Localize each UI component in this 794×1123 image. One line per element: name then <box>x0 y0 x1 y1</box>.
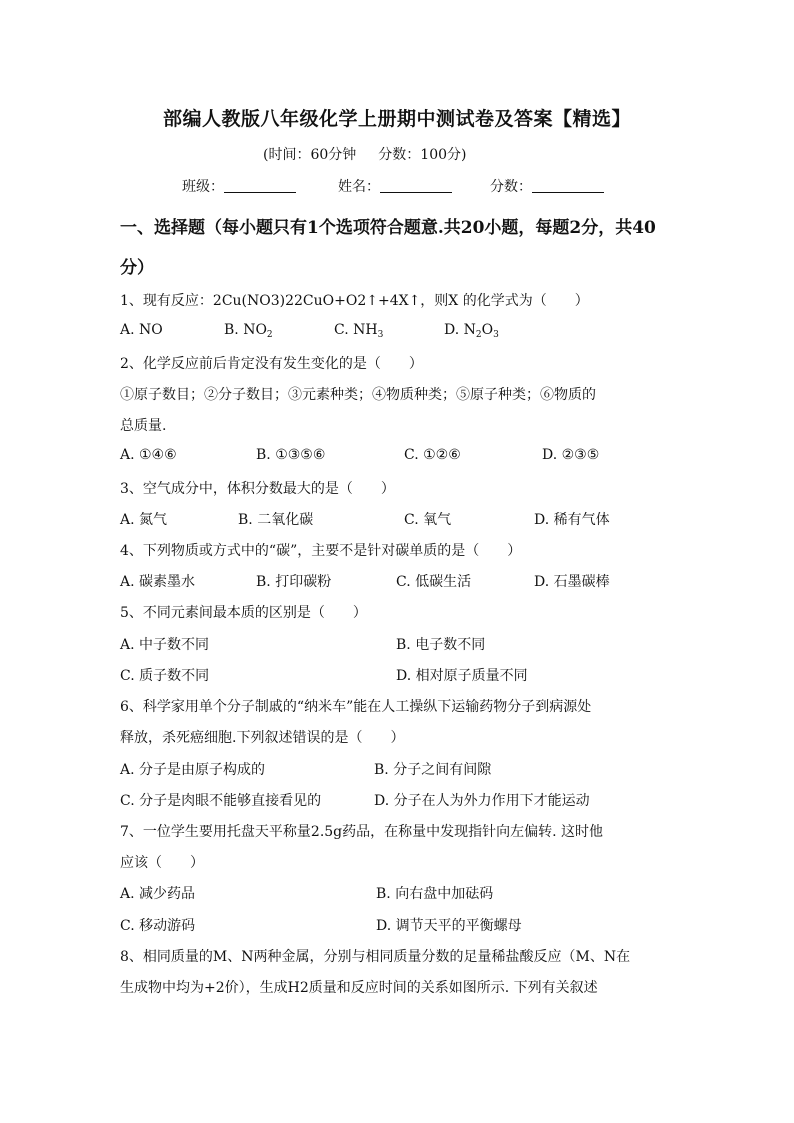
question-8-stem: 8、相同质量的M、N两种金属，分别与相同质量分数的足量稀盐酸反应（M、N在 <box>120 949 631 965</box>
class-field <box>182 176 296 196</box>
score-label: 分数： <box>490 179 532 195</box>
q1-option-a: A. NO <box>120 322 163 338</box>
class-label: 班级： <box>182 179 224 195</box>
question-5-stem: 5、不同元素间最本质的区别是（ ） <box>120 605 367 621</box>
q2-option-a: A. ①④⑥ <box>120 447 177 463</box>
q6-option-b: B. 分子之间有间隙 <box>374 762 492 778</box>
question-2-stem-line-2: ①原子数目；②分子数目；③元素种类；④物质种类；⑤原子种类；⑥物质的 <box>120 387 596 403</box>
exam-time-score <box>263 144 488 164</box>
q2-option-b: B. ①③⑤⑥ <box>256 447 326 463</box>
q6-option-c: C. 分子是肉眼不能够直接看见的 <box>120 793 322 809</box>
exam-total-score: 分数：100分) <box>378 147 467 163</box>
score-blank[interactable] <box>532 178 604 193</box>
q3-option-c: C. 氧气 <box>404 512 452 528</box>
q3-option-a: A. 氮气 <box>120 512 168 528</box>
q2-option-d: D. ②③⑤ <box>542 447 600 463</box>
q7-option-a: A. 减少药品 <box>120 886 196 902</box>
q4-option-b: B. 打印碳粉 <box>256 574 332 590</box>
q7-option-d: D. 调节天平的平衡螺母 <box>376 918 522 934</box>
q6-option-d: D. 分子在人为外力作用下才能运动 <box>374 793 590 809</box>
question-4-stem: 4、下列物质或方式中的“碳”，主要不是针对碳单质的是（ ） <box>120 543 522 559</box>
q1-option-d: D. $N_2O_3$ <box>444 322 499 340</box>
question-1-stem: 1、现有反应：2Cu(NO3)22CuO+O2↑+4X↑，则X 的化学式为（ ） <box>120 293 589 309</box>
question-2-stem-line-3: 总质量. <box>120 418 167 434</box>
q1-option-c: C. $NH_3$ <box>334 322 384 340</box>
section-heading: 一、选择题（每小题只有1个选项符合题意.共20小题，每题2分，共40分） <box>120 218 656 278</box>
page-title: 部编人教版八年级化学上册期中测试卷及答案【精选】 <box>162 108 631 130</box>
class-blank[interactable] <box>224 178 296 193</box>
question-6-stem-line-2: 释放，杀死癌细胞.下列叙述错误的是（ ） <box>120 730 405 746</box>
q3-option-b: B. 二氧化碳 <box>238 512 314 528</box>
q5-option-a: A. 中子数不同 <box>120 637 210 653</box>
question-3-stem: 3、空气成分中，体积分数最大的是（ ） <box>120 481 395 497</box>
q2-option-c: C. ①②⑥ <box>404 447 461 463</box>
question-7-stem: 7、一位学生要用托盘天平称量2.5g药品，在称量中发现指针向左偏转. 这时他 <box>120 824 604 840</box>
q4-option-d: D. 石墨碳棒 <box>534 574 610 590</box>
exam-time: (时间：60分钟 <box>263 147 357 163</box>
q5-option-c: C. 质子数不同 <box>120 668 210 684</box>
q7-option-b: B. 向右盘中加砝码 <box>376 886 494 902</box>
name-blank[interactable] <box>380 178 452 193</box>
q3-option-d: D. 稀有气体 <box>534 512 610 528</box>
q4-option-c: C. 低碳生活 <box>396 574 472 590</box>
q4-option-a: A. 碳素墨水 <box>120 574 196 590</box>
q5-option-b: B. 电子数不同 <box>396 637 486 653</box>
question-2-stem: 2、化学反应前后肯定没有发生变化的是（ ） <box>120 356 423 372</box>
question-8-stem-line-2: 生成物中均为+2价），生成H2质量和反应时间的关系如图所示. 下列有关叙述 <box>120 980 598 996</box>
question-6-stem: 6、科学家用单个分子制戚的“纳米车”能在人工操纵下运输药物分子到病源处 <box>120 699 592 715</box>
q1-option-b: B. $NO_2$ <box>224 322 273 340</box>
question-7-stem-line-2: 应该（ ） <box>120 855 204 871</box>
q5-option-d: D. 相对原子质量不同 <box>396 668 528 684</box>
q7-option-c: C. 移动游码 <box>120 918 196 934</box>
name-field <box>338 176 452 196</box>
q6-option-a: A. 分子是由原子构成的 <box>120 762 266 778</box>
name-label: 姓名： <box>338 179 380 195</box>
score-field <box>490 176 604 196</box>
